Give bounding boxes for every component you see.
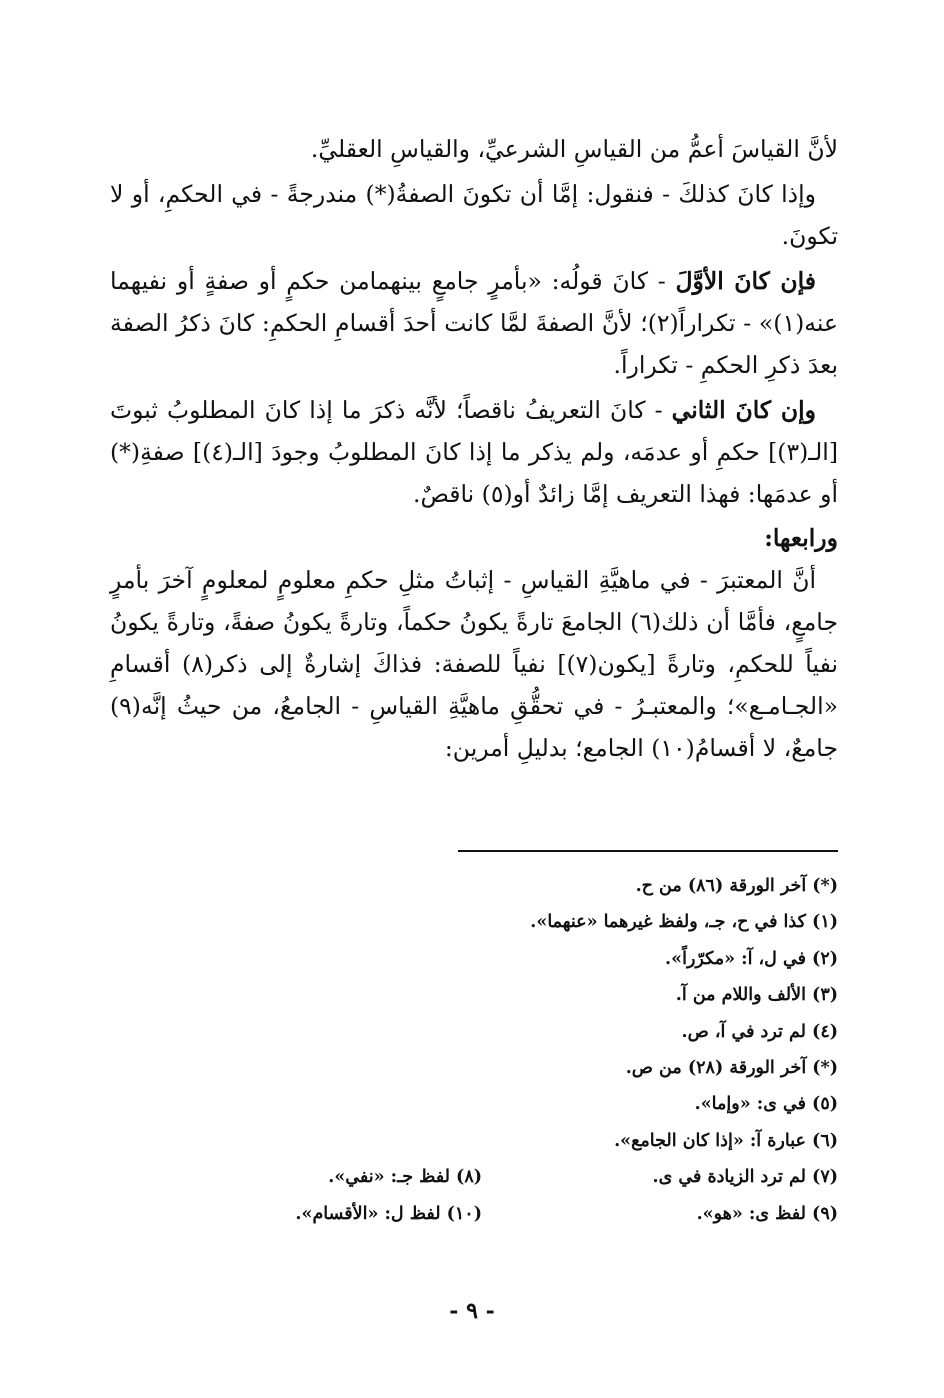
footnote: (٤) لم ترد في آ، ص. bbox=[681, 1021, 838, 1042]
footnote: (٧) لم ترد الزيادة في ى. bbox=[652, 1167, 838, 1188]
footnote: (٣) الألف واللام من آ. bbox=[675, 985, 838, 1006]
footnote: (٢) في ل، آ: «مكرّراً». bbox=[665, 948, 838, 969]
footnote-row bbox=[110, 1196, 838, 1232]
footnote: (٩) لفظ ى: «هو». bbox=[696, 1203, 838, 1224]
footnote-separator bbox=[458, 850, 838, 852]
footnote: (١) كذا في ح، جـ، ولفظ غيرهما «عنهما». bbox=[530, 912, 838, 933]
main-text bbox=[110, 128, 838, 769]
footnote: (٨) لفظ جـ: «نفي». bbox=[328, 1167, 482, 1188]
paragraph-lead: وإن كانَ الثاني bbox=[671, 396, 816, 424]
paragraph-fourth: أنَّ المعتبرَ - في ماهيَّةِ القياسِ - إثباتُ مثلِ حكمِ معلومٍ لمعلومٍ آخرَ بأمرٍ جامعٍ، فأمَّا أن ذلك(٦) الجامعَ تارةً يكونُ حكماً، وتارةً يكونُ صفةً، وتارةً يكونُ نفياً للحكمِ، وتارةً [يكون(٧)] نفياً للصفة: فذاكَ إشارةٌ إلى ذكر(٨) أقسامِ «الجـامـع»؛ والمعتبـرُ - في تحقُّقِ ماهيَّةِ القياسِ - الجامعُ، من حيثُ إنَّه(٩) جامعٌ، لا أقسامُ(١٠) الجامع؛ بدليلِ أمرين: bbox=[110, 566, 838, 762]
footnotes bbox=[110, 868, 838, 1232]
paragraph-if-so: وإذا كانَ كذلكَ - فنقول: إمَّا أن تكونَ الصفةُ(*) مندرجةً - في الحكمِ، أو لا تكونَ. bbox=[110, 180, 838, 250]
section-heading: ورابعها: bbox=[764, 524, 838, 552]
footnote: (٥) في ى: «وإما». bbox=[694, 1094, 838, 1115]
footnote: (٦) عبارة آ: «إذا كان الجامع». bbox=[614, 1130, 838, 1151]
footnote-row bbox=[110, 1159, 838, 1195]
footnote: (*) آخر الورقة (٢٨) من ص. bbox=[625, 1058, 838, 1079]
paragraph-first-case bbox=[110, 260, 838, 386]
paragraph-body: - كانَ قولُه: «بأمرٍ جامعٍ بينهمامن حكمٍ أو صفةٍ أو نفيهما عنه(١)» - تكراراً(٢)؛ لأنَّ الصفةَ لمَّا كانت أحدَ أقسامِ الحكمِ: كانَ ذكرُ الصفة بعدَ ذكرِ الحكمِ - تكراراً. bbox=[110, 267, 838, 379]
page-number: - ٩ - bbox=[449, 1298, 495, 1324]
paragraph-continuation: لأنَّ القياسَ أعمُّ من القياسِ الشرعيِّ، والقياسِ العقليِّ. bbox=[310, 135, 838, 163]
paragraph-lead: فإن كانَ الأوَّلَ bbox=[675, 267, 816, 295]
footnote: (١٠) لفظ ل: «الأقسام». bbox=[295, 1203, 482, 1224]
paragraph-second-case bbox=[110, 389, 838, 515]
paragraph-body: - كانَ التعريفُ ناقصاً؛ لأنَّه ذكرَ ما إذا كانَ المطلوبُ ثبوتَ [الـ(٣)] حكمِ أو عدمَه، ولم يذكر ما إذا كانَ المطلوبُ وجودَ [الـ(٤)] صفةِ(*) أو عدمَها: فهذا التعريف إمَّا زائدٌ أو(٥) ناقصٌ. bbox=[110, 396, 838, 508]
footnote: (*) آخر الورقة (٨٦) من ح. bbox=[635, 876, 838, 896]
